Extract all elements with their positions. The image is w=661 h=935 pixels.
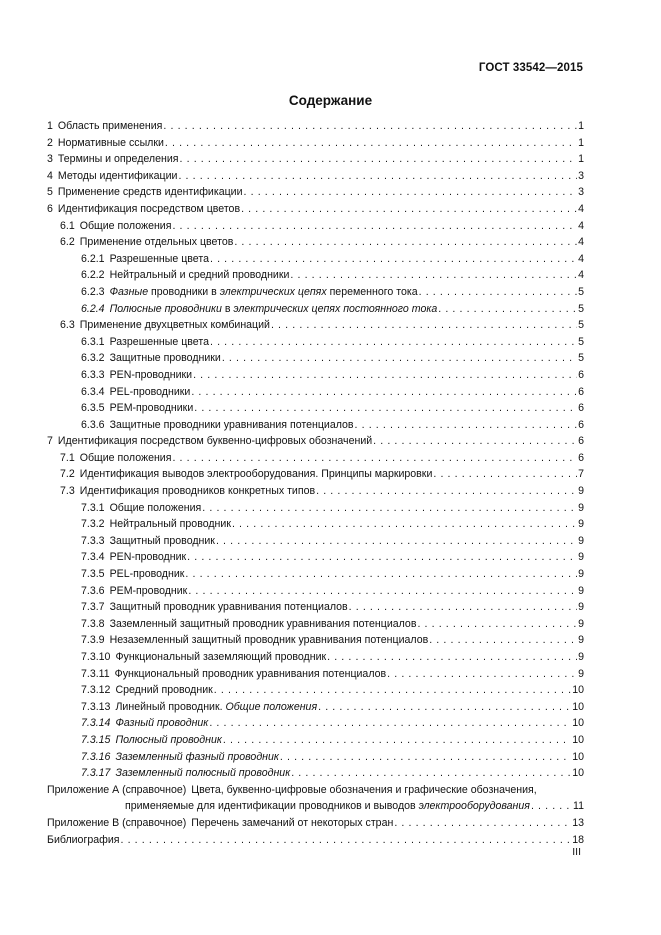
toc-entry[interactable]: [47, 201, 584, 218]
leader-dots: [232, 516, 577, 533]
leader-dots: [271, 317, 577, 334]
leader-dots: [531, 798, 572, 815]
toc-title: Разрешенные цвета: [109, 335, 209, 348]
toc-number: 7.3: [60, 485, 75, 498]
toc-page-number: 9: [578, 601, 584, 614]
leader-dots: [355, 417, 578, 434]
bibliography-title: Библиография: [47, 833, 120, 846]
toc-number: 7.3.8: [81, 617, 105, 630]
toc-title: Заземленный защитный проводник уравнивания потенциалов: [109, 617, 417, 630]
toc-entry[interactable]: [47, 616, 584, 633]
toc-entry[interactable]: [47, 267, 584, 284]
toc-page-number: 9: [578, 584, 584, 597]
toc-page-number: 9: [578, 667, 584, 680]
toc-number: 6: [47, 202, 53, 215]
toc-entry[interactable]: [47, 317, 584, 334]
toc-number: 6.3.5: [81, 402, 105, 415]
toc-page-number: 10: [572, 750, 584, 763]
leader-dots: [291, 765, 571, 782]
toc-title: PEM-проводники: [109, 402, 194, 415]
toc-title: Идентификация выводов электрооборудования. Принципы маркировки: [79, 468, 433, 481]
toc-entry[interactable]: [47, 715, 584, 732]
leader-dots: [172, 450, 577, 467]
toc-page-number: 4: [578, 202, 584, 215]
toc-entry[interactable]: [47, 400, 584, 417]
leader-dots: [191, 384, 577, 401]
toc-page-number: 6: [578, 402, 584, 415]
toc-number: 7.3.11: [81, 667, 110, 680]
toc-page-number: 10: [572, 733, 584, 746]
toc-entry[interactable]: [47, 118, 584, 135]
toc-title: Защитные проводники: [109, 352, 221, 365]
page-title: Содержание: [288, 93, 373, 108]
appendix-b-title: Перечень замечаний от некоторых стран: [191, 816, 394, 829]
toc-number: 7.1: [60, 451, 75, 464]
toc-page-number: 9: [578, 651, 584, 663]
leader-dots: [316, 483, 577, 500]
appendix-a-label: Приложение А (справочное): [47, 783, 187, 796]
toc-number: 7.3.17: [81, 767, 111, 780]
table-of-contents: [47, 118, 584, 848]
toc-entry[interactable]: [47, 649, 584, 666]
leader-dots: [216, 533, 577, 550]
toc-title: Полюсный проводник: [115, 733, 222, 746]
toc-entry[interactable]: [47, 666, 584, 683]
toc-page-number: 4: [578, 219, 584, 232]
leader-dots: [223, 732, 571, 749]
toc-title: Область применения: [57, 120, 163, 132]
toc-entry-appendix-a[interactable]: [47, 782, 584, 799]
toc-number: 6.3.2: [81, 352, 105, 365]
toc-page-number: 6: [578, 385, 584, 398]
toc-title: Нейтральный и средний проводники: [109, 269, 290, 282]
leader-dots: [387, 666, 577, 683]
toc-title: Применение двухцветных комбинаций: [79, 319, 270, 332]
toc-title: Незаземленный защитный проводник уравнивания потенциалов: [109, 634, 429, 647]
toc-number: 6.3.3: [81, 368, 105, 381]
leader-dots: [178, 168, 577, 185]
toc-title: PEN-проводник: [109, 551, 187, 564]
leader-dots: [419, 284, 577, 301]
toc-page-number: 5: [578, 302, 584, 315]
toc-entry[interactable]: [47, 151, 584, 168]
toc-page-number: 10: [572, 717, 584, 730]
toc-title: Нейтральный проводник: [109, 518, 231, 531]
leader-dots: [394, 815, 571, 832]
toc-page-number: 11: [573, 800, 584, 813]
toc-entry[interactable]: [47, 251, 584, 268]
leader-dots: [202, 500, 577, 517]
toc-number: 7.3.13: [81, 700, 111, 713]
toc-page-number: 1: [578, 136, 584, 149]
leader-dots: [214, 682, 571, 699]
toc-title: Фазный проводник: [115, 717, 209, 730]
toc-page-number: 9: [578, 551, 584, 564]
toc-entry[interactable]: [47, 334, 584, 351]
toc-title: Фазные проводники в электрических цепях переменного тока: [109, 285, 418, 298]
toc-number: 6.3.6: [81, 418, 105, 431]
toc-number: 7.2: [60, 468, 75, 481]
leader-dots: [318, 699, 571, 716]
toc-page-number: 3: [578, 186, 584, 199]
toc-entry[interactable]: [47, 301, 584, 318]
toc-number: 7.3.1: [81, 501, 105, 514]
toc-title: Нормативные ссылки: [57, 136, 164, 149]
toc-number: 7: [47, 435, 53, 448]
toc-entry[interactable]: [47, 749, 584, 766]
toc-number: 7.3.12: [81, 684, 111, 697]
toc-number: 7.3.14: [81, 717, 111, 730]
toc-number: 6.2: [60, 236, 75, 249]
toc-entry[interactable]: [47, 533, 584, 550]
toc-number: 6.2.3: [81, 285, 105, 298]
leader-dots: [210, 251, 577, 268]
toc-entry[interactable]: [47, 350, 584, 367]
toc-page-number: 6: [578, 451, 584, 464]
toc-entry[interactable]: [47, 765, 584, 782]
leader-dots: [234, 234, 577, 251]
toc-page-number: 5: [578, 285, 584, 298]
toc-page-number: 9: [578, 568, 584, 581]
toc-page-number: 1: [578, 153, 584, 166]
toc-number: 7.3.5: [81, 568, 105, 581]
toc-number: 1: [47, 120, 53, 132]
toc-entry[interactable]: [47, 732, 584, 749]
leader-dots: [429, 632, 577, 649]
toc-entry[interactable]: [47, 599, 584, 616]
toc-title: Термины и определения: [57, 153, 179, 166]
toc-entry[interactable]: [47, 218, 584, 235]
toc-title: PEL-проводник: [109, 568, 185, 581]
toc-title: Идентификация посредством цветов: [57, 202, 241, 215]
appendix-a-title-line2: применяемые для идентификации проводников и выводов электрооборудования: [125, 800, 530, 813]
toc-page-number: 9: [578, 634, 584, 647]
toc-title: Заземленный фазный проводник: [115, 750, 279, 763]
toc-entry[interactable]: [47, 168, 584, 185]
toc-entry[interactable]: [47, 466, 584, 483]
toc-entry-bibliography[interactable]: [47, 832, 584, 849]
toc-entry[interactable]: [47, 682, 584, 699]
toc-entry[interactable]: [47, 417, 584, 434]
toc-entry[interactable]: [47, 516, 584, 533]
leader-dots: [172, 218, 577, 235]
toc-title: Общие положения: [79, 219, 172, 232]
toc-number: 6.3.4: [81, 385, 105, 398]
toc-page-number: 1: [578, 120, 584, 132]
toc-page-number: 6: [578, 418, 584, 431]
toc-entry[interactable]: [47, 583, 584, 600]
toc-entry-appendix-a-cont[interactable]: [47, 798, 584, 815]
leader-dots: [280, 749, 571, 766]
toc-number: 7.3.10: [81, 651, 111, 663]
toc-entry-appendix-b[interactable]: [47, 815, 584, 832]
leader-dots: [187, 549, 577, 566]
toc-number: 7.3.4: [81, 551, 105, 564]
toc-title: Линейный проводник. Общие положения: [115, 700, 318, 713]
toc-title: Общие положения: [79, 451, 172, 464]
toc-number: 6.3.1: [81, 335, 105, 348]
toc-title: Применение отдельных цветов: [79, 236, 234, 249]
appendix-a-title-line1: Цвета, буквенно-цифровые обозначения и графические обозначения,: [191, 783, 537, 796]
toc-page-number: 6: [578, 435, 584, 448]
toc-number: 7.3.6: [81, 584, 105, 597]
toc-title: Защитный проводник: [109, 534, 215, 547]
toc-entry[interactable]: [47, 632, 584, 649]
toc-page-number: 9: [578, 617, 584, 630]
toc-number: 6.2.2: [81, 269, 105, 282]
leader-dots: [433, 466, 577, 483]
leader-dots: [193, 367, 577, 384]
toc-title: Идентификация посредством буквенно-цифровых обозначений: [57, 435, 373, 448]
toc-page-number: 6: [578, 368, 584, 381]
toc-entry[interactable]: [47, 566, 584, 583]
leader-dots: [180, 151, 578, 168]
toc-page-number: 9: [578, 485, 584, 498]
leader-dots: [185, 566, 577, 583]
toc-title: Общие положения: [109, 501, 202, 514]
toc-number: 3: [47, 153, 53, 166]
toc-page-number: 10: [572, 700, 584, 713]
toc-entry[interactable]: [47, 367, 584, 384]
toc-page-number: 9: [578, 534, 584, 547]
toc-entry[interactable]: [47, 284, 584, 301]
toc-number: 7.3.7: [81, 601, 105, 614]
toc-page-number: 13: [572, 816, 584, 829]
toc-page-number: 9: [578, 518, 584, 531]
toc-title: Защитный проводник уравнивания потенциалов: [109, 601, 348, 614]
toc-page-number: 9: [578, 501, 584, 514]
toc-number: 2: [47, 136, 53, 149]
leader-dots: [290, 267, 577, 284]
toc-number: 4: [47, 169, 53, 182]
leader-dots: [222, 350, 577, 367]
leader-dots: [165, 135, 577, 152]
leader-dots: [120, 832, 571, 849]
toc-number: 7.3.15: [81, 733, 111, 746]
toc-number: 5: [47, 186, 53, 199]
toc-page-number: 5: [578, 335, 584, 348]
toc-title: Функциональный заземляющий проводник: [115, 651, 327, 663]
toc-page-number: 10: [572, 684, 584, 697]
toc-page-number: 18: [572, 833, 584, 846]
toc-page-number: 4: [578, 236, 584, 249]
leader-dots: [327, 649, 577, 666]
leader-dots: [188, 583, 577, 600]
leader-dots: [417, 616, 577, 633]
toc-title: PEL-проводники: [109, 385, 191, 398]
toc-page-number: 5: [578, 352, 584, 365]
toc-number: 6.2.4: [81, 302, 105, 315]
toc-entry[interactable]: [47, 549, 584, 566]
toc-number: 7.3.16: [81, 750, 111, 763]
toc-title: Заземленный полюсный проводник: [115, 767, 291, 780]
toc-title: PEN-проводники: [109, 368, 193, 381]
toc-number: 6.1: [60, 219, 75, 232]
toc-number: 6.2.1: [81, 252, 105, 265]
toc-title: PEM-проводник: [109, 584, 188, 597]
toc-entry[interactable]: [47, 450, 584, 467]
leader-dots: [194, 400, 577, 417]
leader-dots: [373, 433, 577, 450]
toc-entry[interactable]: [47, 483, 584, 500]
toc-title: Разрешенные цвета: [109, 252, 209, 265]
toc-entry[interactable]: [47, 384, 584, 401]
appendix-b-label: Приложение В (справочное): [47, 816, 187, 829]
document-code: ГОСТ 33542—2015: [478, 62, 583, 74]
toc-entry[interactable]: [47, 234, 584, 251]
leader-dots: [209, 715, 571, 732]
toc-number: 7.3.3: [81, 534, 105, 547]
toc-title: Идентификация проводников конкретных типов: [79, 485, 316, 498]
toc-title: Методы идентификации: [57, 169, 178, 182]
toc-number: 7.3.9: [81, 634, 105, 647]
toc-title: Применение средств идентификации: [57, 186, 243, 199]
leader-dots: [349, 599, 577, 616]
toc-page-number: 3: [578, 169, 584, 182]
toc-entry[interactable]: [47, 135, 584, 152]
page-number-roman: III: [572, 846, 581, 858]
toc-number: 6.3: [60, 319, 75, 332]
toc-page-number: 4: [578, 269, 584, 282]
toc-page-number: 5: [578, 319, 584, 332]
toc-entry[interactable]: [47, 699, 584, 716]
toc-title: Полюсные проводники в электрических цепях постоянного тока: [109, 302, 438, 315]
toc-title: Защитные проводники уравнивания потенциалов: [109, 418, 354, 431]
toc-entry[interactable]: [47, 500, 584, 517]
leader-dots: [241, 201, 577, 218]
toc-entry[interactable]: [47, 433, 584, 450]
toc-page-number: 4: [578, 252, 584, 265]
toc-title: Средний проводник: [115, 684, 213, 697]
leader-dots: [210, 334, 577, 351]
leader-dots: [244, 184, 578, 201]
toc-title: Функциональный проводник уравнивания потенциалов: [114, 667, 387, 680]
toc-entry[interactable]: [47, 184, 584, 201]
leader-dots: [438, 301, 577, 318]
toc-number: 7.3.2: [81, 518, 105, 531]
leader-dots: [163, 118, 577, 135]
toc-page-number: 7: [578, 468, 584, 481]
toc-page-number: 10: [572, 767, 584, 780]
